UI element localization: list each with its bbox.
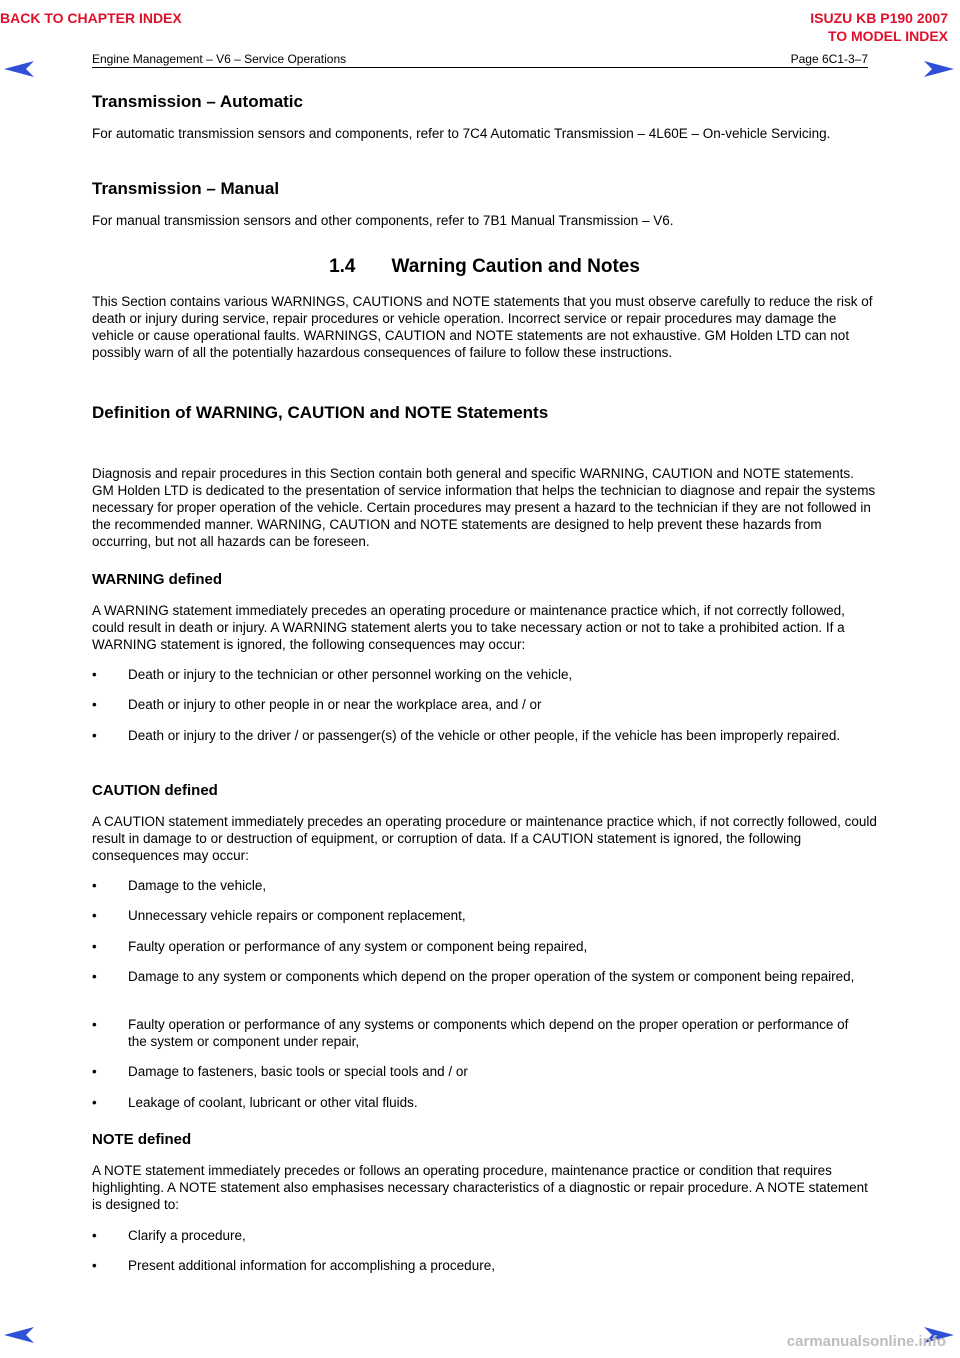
paragraph-caution-defined: A CAUTION statement immediately precedes an operating procedure or maintenance practice which, if not correctly followed, could result in damage to or destruction of equipment, or corruption of data. If a CAUTION statement is ignored, the following consequences may occur: — [92, 814, 877, 863]
bullet: • — [92, 697, 97, 712]
model-title: ISUZU KB P190 2007 — [810, 10, 948, 26]
previous-page-arrow-bottom-icon[interactable] — [4, 1326, 36, 1344]
heading-caution-defined: CAUTION defined — [92, 782, 218, 799]
section-title: Warning Caution and Notes — [391, 256, 640, 277]
paragraph-warning-defined: A WARNING statement immediately precedes an operating procedure or maintenance practice which, if not correctly followed, could result in death or injury. A WARNING statement alerts you to take necessary action or not to take a prohibited action. If a WARNING statement is ignored, the following consequences may occur: — [92, 603, 845, 652]
paragraph-transmission-automatic: For automatic transmission sensors and components, refer to 7C4 Automatic Transmission – 4L60E – On-vehicle Servicing. — [92, 126, 831, 141]
paragraph-warning-caution-notes: This Section contains various WARNINGS, CAUTIONS and NOTE statements that you must observe carefully to reduce the risk of death or injury during service, repair procedures or vehicle operation. Incorrect service or repair procedures may damage the vehicle or cause operational faults. WARNINGS, CAUTION and NOTE statements are not exhaustive. GM Holden LTD can not possibly warn of all the potentially hazardous consequences of failure to follow these instructions. — [92, 294, 873, 360]
list-item: • Damage to fasteners, basic tools or special tools and / or — [92, 1064, 468, 1079]
section-number: 1.4 — [329, 256, 356, 277]
list-item: • Leakage of coolant, lubricant or other vital fluids. — [92, 1095, 418, 1110]
bullet: • — [92, 728, 97, 743]
list-item: • Death or injury to the technician or other personnel working on the vehicle, — [92, 667, 573, 682]
bullet: • — [92, 1095, 97, 1110]
watermark: carmanualsonline.info — [786, 1333, 946, 1350]
paragraph-transmission-manual: For manual transmission sensors and other components, refer to 7B1 Manual Transmission – V6. — [92, 213, 674, 228]
bullet: • — [92, 667, 97, 682]
previous-page-arrow-icon[interactable] — [4, 60, 36, 78]
bullet: • — [92, 1064, 97, 1079]
heading-transmission-automatic: Transmission – Automatic — [92, 92, 303, 111]
heading-warning-defined: WARNING defined — [92, 571, 222, 588]
bullet: • — [92, 878, 97, 893]
list-item: • Present additional information for accomplishing a procedure, — [92, 1258, 495, 1273]
list-item: • Damage to any system or components which depend on the proper operation of the system or component being repaired, — [92, 969, 855, 984]
section-heading-1-4 — [92, 256, 877, 278]
header-rule — [92, 67, 868, 68]
list-item: • Unnecessary vehicle repairs or component replacement, — [92, 908, 466, 923]
back-to-chapter-index-link[interactable]: BACK TO CHAPTER INDEX — [0, 10, 182, 26]
list-item: • Death or injury to the driver / or passenger(s) of the vehicle or other people, if the vehicle has been improperly repaired. — [92, 728, 841, 743]
paragraph-note-defined: A NOTE statement immediately precedes or follows an operating procedure, maintenance practice or condition that requires highlighting. A NOTE statement also emphasises necessary characteristics of a diagnostic or repair procedure. A NOTE statement is designed to: — [92, 1163, 868, 1212]
bullet: • — [92, 939, 97, 954]
to-model-index-link[interactable] — [810, 9, 948, 45]
page-number: Page 6C1-3–7 — [790, 52, 868, 66]
list-item: • Faulty operation or performance of any system or component being repaired, — [92, 939, 588, 954]
list-item: • Clarify a procedure, — [92, 1228, 246, 1243]
heading-definition: Definition of WARNING, CAUTION and NOTE Statements — [92, 403, 549, 422]
bullet: • — [92, 969, 97, 984]
model-index-label: TO MODEL INDEX — [827, 28, 948, 44]
bullet: • — [92, 908, 97, 923]
list-item: • Faulty operation or performance of any systems or components which depend on the proper operation or performance of the system or component under repair, — [92, 1017, 849, 1049]
bullet: • — [92, 1258, 97, 1273]
heading-transmission-manual: Transmission – Manual — [92, 179, 280, 198]
list-item: • Damage to the vehicle, — [92, 878, 267, 893]
list-item: • Death or injury to other people in or near the workplace area, and / or — [92, 697, 542, 712]
bullet: • — [92, 1017, 97, 1032]
heading-note-defined: NOTE defined — [92, 1131, 192, 1148]
next-page-arrow-icon[interactable] — [922, 60, 954, 78]
running-header-title: Engine Management – V6 – Service Operations — [92, 52, 347, 66]
bullet: • — [92, 1228, 97, 1243]
paragraph-definition: Diagnosis and repair procedures in this Section contain both general and specific WARNING, CAUTION and NOTE statements. GM Holden LTD is dedicated to the presentation of service information that helps the technician to diagnose and repair the systems necessary for proper operation of the vehicle. Certain procedures may present a hazard to the technician if they are not followed in the recommended manner. WARNING, CAUTION and NOTE statements are designed to help prevent these hazards from occurring, but not all hazards can be foreseen. — [92, 466, 876, 549]
